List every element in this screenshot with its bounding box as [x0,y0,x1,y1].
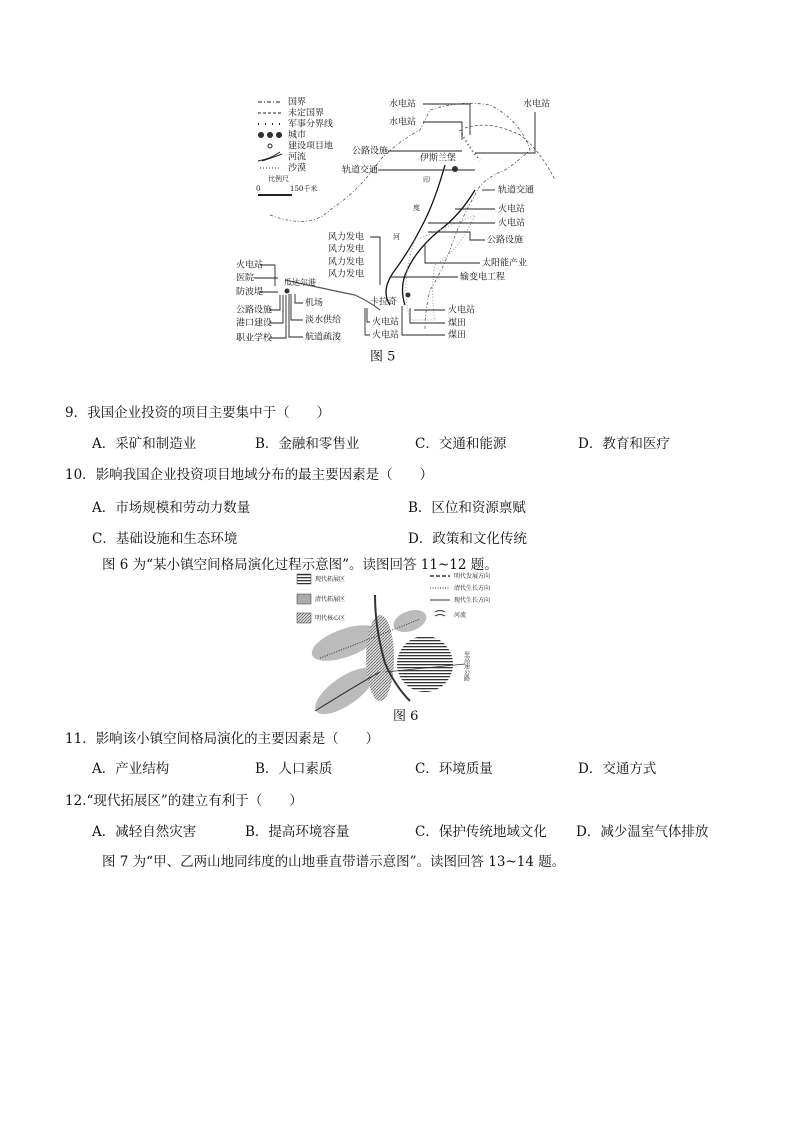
legend-label: 现代拓展区 [315,576,346,583]
map-label: 公路设施 [236,305,273,316]
figure-6-intro: 图 6 为“某小镇空间格局演化过程示意图”。读图回答 11~12 题。 [102,557,498,573]
map-label: 煤田 [448,318,467,329]
map-label: 水电站 [523,99,551,110]
map-label: 太阳能产业 [482,258,528,269]
legend-label: 建设项目地 [288,141,334,152]
legend-label: 未定国界 [288,108,325,119]
q10-option-c: C．基础设施和生态环境 [92,531,238,547]
scale-km: 150千米 [290,185,318,193]
legend-label: 城市 [288,130,307,141]
q12-option-c: C．保护传统地域文化 [415,824,547,840]
q10-option-d: D．政策和文化传统 [408,531,527,547]
map-label: 河 [393,233,400,241]
map-label: 公路设施 [487,235,524,246]
map-label: 瓜达尔港 [284,278,316,287]
legend-label: 沙漠 [288,163,307,174]
map-label: 印 [423,176,430,184]
map-label: 火电站 [372,330,400,341]
q11-option-d: D．交通方式 [578,761,657,777]
map-label: 风力发电 [328,232,365,243]
q10-option-a: A．市场规模和劳动力数量 [92,500,251,516]
figure-5-map [230,90,560,370]
legend-label: 清代生长方向 [454,585,491,592]
figure-6-diagram [280,571,500,724]
map-label: 医院 [236,273,255,284]
map-label: 度 [413,204,420,212]
q11-option-c: C．环境质量 [415,761,493,777]
question-11: 11．影响该小镇空间格局演化的主要因素是（ ） [65,731,380,747]
map-label: 风力发电 [328,257,365,268]
q11-option-b: B．人口素质 [255,761,333,777]
q9-option-b: B．金融和零售业 [255,436,360,452]
legend-label: 军事分界线 [288,119,334,130]
map-label: 水电站 [389,117,417,128]
map-label: 公路设施 [352,146,389,157]
map-label: 输变电工程 [460,272,506,283]
map-label: 机场 [305,298,324,309]
map-label: 轨道交通 [498,185,535,196]
q12-option-b: B．提高环境容量 [245,824,350,840]
map-label: 煤田 [448,330,467,341]
figure-7-intro: 图 7 为“甲、乙两山地同纬度的山地垂直带谱示意图”。读图回答 13~14 题。 [102,854,566,870]
q12-option-d: D．减少温室气体排放 [576,824,709,840]
legend-label: 清代拓展区 [315,596,346,603]
figure-caption: 图 5 [370,349,396,365]
legend-label: 明代发展方向 [454,573,491,580]
map-label: 火电站 [448,305,476,316]
map-label: 风力发电 [328,269,365,280]
question-10: 10．影响我国企业投资项目地域分布的最主要因素是（ ） [65,467,434,483]
q11-option-a: A．产业结构 [92,761,170,777]
legend-label: 明代核心区 [315,615,346,622]
map-label: 防波堤 [236,287,264,298]
q10-option-b: B．区位和资源禀赋 [408,500,526,516]
map-borders [270,103,555,330]
legend-label: 现代生长方向 [454,597,491,604]
q9-option-d: D．教育和医疗 [578,436,670,452]
map-label: 火电站 [498,218,526,229]
legend-label: 国界 [288,97,307,108]
map-label: 港口建设 [236,318,273,329]
map-label: 水电站 [389,99,417,110]
question-12: 12.“现代拓展区”的建立有利于（ ） [65,793,303,809]
map-label: 风力发电 [328,244,365,255]
map-label: 卡拉奇 [370,297,398,308]
question-9: 9．我国企业投资的项目主要集中于（ ） [65,405,331,421]
desert-area [406,215,475,320]
road-label: 至高速公路 [462,651,470,681]
map-label: 淡水供给 [305,315,342,326]
map-label: 伊斯兰堡 [420,153,457,164]
map-label: 职业学校 [236,333,273,344]
map-label: 火电站 [498,204,526,215]
q9-option-a: A．采矿和制造业 [92,436,197,452]
map-label: 轨道交通 [342,165,379,176]
legend-label: 河流 [454,612,467,619]
legend-label: 河流 [288,152,307,163]
map-label: 火电站 [372,317,400,328]
scale-zero: 0 [256,185,261,193]
scale-label: 比例尺 [268,175,289,183]
map-label: 航道疏浚 [305,332,342,343]
figure-caption: 图 6 [393,709,419,724]
q12-option-a: A．减轻自然灾害 [92,824,197,840]
q9-option-c: C．交通和能源 [415,436,507,452]
map-label: 火电站 [236,260,264,271]
